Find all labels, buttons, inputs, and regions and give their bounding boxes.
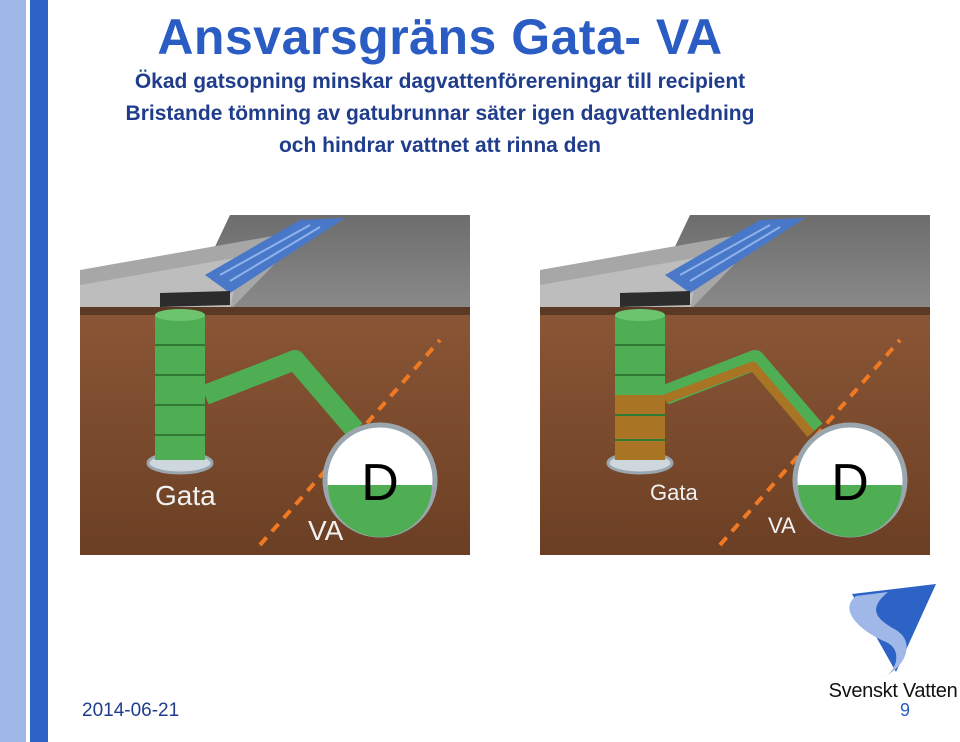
- subtitle-line-2: Bristande tömning av gatubrunnar säter igen dagvattenledning: [125, 102, 755, 125]
- label-gata: Gata: [650, 480, 698, 505]
- pipe-label: D: [361, 454, 399, 512]
- gully-grate: [160, 291, 230, 307]
- page-number: 9: [900, 700, 911, 720]
- gully-well: [155, 315, 205, 460]
- gully-grate: [620, 291, 690, 307]
- label-va: VA: [768, 513, 796, 538]
- pipe-label: D: [831, 454, 869, 512]
- logo-wordmark: Svenskt Vatten: [828, 680, 958, 702]
- sediment-in-well: [615, 395, 665, 460]
- label-va: VA: [308, 515, 344, 546]
- illustration-clogged-gully: [540, 215, 930, 555]
- subtitle-line-1: Ökad gatsopning minskar dagvattenförereningar till recipient: [134, 70, 746, 93]
- left-accent-bar-light: [0, 0, 26, 742]
- slide-title: Ansvarsgräns Gata- VA: [157, 9, 723, 65]
- label-gata: Gata: [155, 480, 216, 511]
- footer-date: 2014-06-21: [82, 700, 180, 721]
- subtitle-line-3: och hindrar vattnet att rinna den: [278, 134, 602, 157]
- illustration-clean-gully: [80, 215, 470, 555]
